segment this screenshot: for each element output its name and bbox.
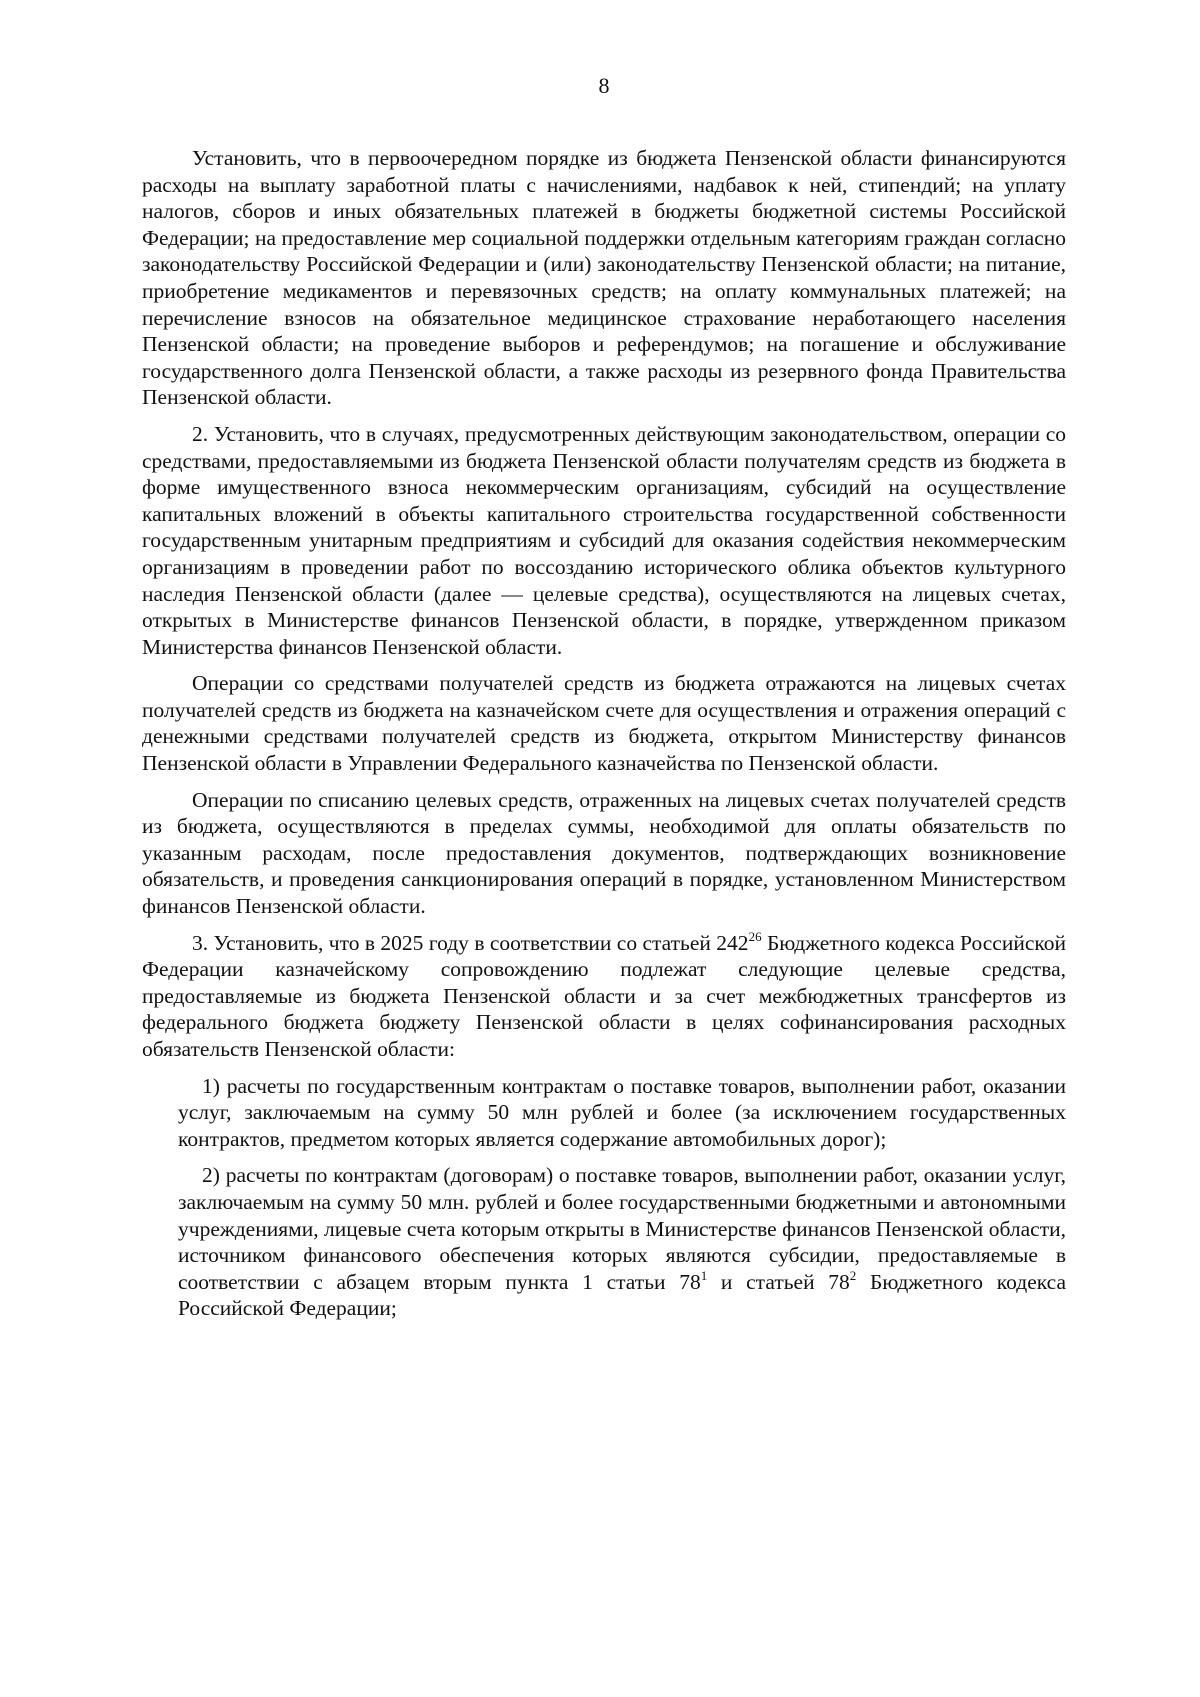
superscript: 26 bbox=[748, 928, 762, 944]
paragraph-item-2-target-funds: 2. Установить, что в случаях, предусмотренных действующим законодательством, операции со средствами, предоставляемыми из бюджета Пензенской области получателям средств из бюджета в форме имущественного взноса некоммерческим организациям, субсидий на осуществление капитальных вложений в объекты капитального строительства государственной собственности государственным унитарным предприятиям и субсидий для оказания содействия некоммерческим организациям в проведении работ по воссозданию исторического облика объектов культурного наследия Пензенской области (далее — целевые средства), осуществляются на лицевых счетах, открытых в Министерстве финансов Пензенской области, в порядке, утвержденном приказом Министерства финансов Пензенской области. bbox=[142, 421, 1066, 659]
text-segment: Бюджетного кодекса Российской Федерации казначейскому сопровождению подлежат следующие целевые средства, предоставляемые из бюджета Пензенской области и за счет межбюджетных трансфертов из федерального бюджета бюджету Пензенской области в целях софинансирования расходных обязательств Пензенской области: bbox=[142, 930, 1067, 1061]
list-item-institution-contracts bbox=[178, 1162, 1066, 1322]
paragraph-write-off-operations: Операции по списанию целевых средств, отраженных на лицевых счетах получателей средств из бюджета, осуществляются в пределах суммы, необходимой для оплаты обязательств по указанным расходам, после предоставления документов, подтверждающих возникновение обязательств, и проведения санкционирования операций в порядке, установленном Министерством финансов Пензенской области. bbox=[142, 787, 1066, 919]
text-segment: и статьей 78 bbox=[707, 1269, 850, 1294]
superscript: 2 bbox=[849, 1267, 857, 1283]
list-item-state-contracts: 1) расчеты по государственным контрактам о поставке товаров, выполнении работ, оказании услуг, заключаемым на сумму 50 млн рублей и более (за исключением государственных контрактов, предметом которых является содержание автомобильных дорог); bbox=[178, 1073, 1066, 1151]
paragraph-recipient-operations: Операции со средствами получателей средств из бюджета отражаются на лицевых счетах получателей средств из бюджета на казначейском счете для осуществления и отражения операций с денежными средствами получателей средств из бюджета, открытом Министерству финансов Пензенской области в Управлении Федерального казначейства по Пензенской области. bbox=[142, 671, 1066, 776]
text-segment: 3. Установить, что в 2025 году в соответствии со статьей 242 bbox=[192, 930, 749, 955]
superscript: 1 bbox=[700, 1267, 708, 1283]
document-body bbox=[142, 145, 1066, 1332]
paragraph-priority-expenses: Установить, что в первоочередном порядке из бюджета Пензенской области финансируются расходы на выплату заработной платы с начислениями, надбавок к ней, стипендий; на уплату налогов, сборов и иных обязательных платежей в бюджеты бюджетной системы Российской Федерации; на предоставление мер социальной поддержки отдельным категориям граждан согласно законодательству Российской Федерации и (или) законодательству Пензенской области; на питание, приобретение медикаментов и перевязочных средств; на оплату коммунальных платежей; на перечисление взносов на обязательное медицинское страхование неработающего населения Пензенской области; на проведение выборов и референдумов; на погашение и обслуживание государственного долга Пензенской области, а также расходы из резервного фонда Правительства Пензенской области. bbox=[142, 146, 1066, 410]
page-number: 8 bbox=[598, 73, 610, 98]
paragraph-item-3-treasury-support bbox=[142, 930, 1066, 1063]
text-segment: 2) расчеты по контрактам (договорам) о поставке товаров, выполнении работ, оказании услуг, заключаемым на сумму 50 млн. рублей и более государственными бюджетными и автономными учреждениями, лицевые счета которым открыты в Министерстве финансов Пензенской области, источником финансового обеспечения которых являются субсидии, предоставляемые в соответствии с абзацем вторым пункта 1 статьи 78 bbox=[178, 1163, 1066, 1294]
text-segment: Бюджетного кодекса Российской Федерации; bbox=[178, 1269, 1066, 1321]
